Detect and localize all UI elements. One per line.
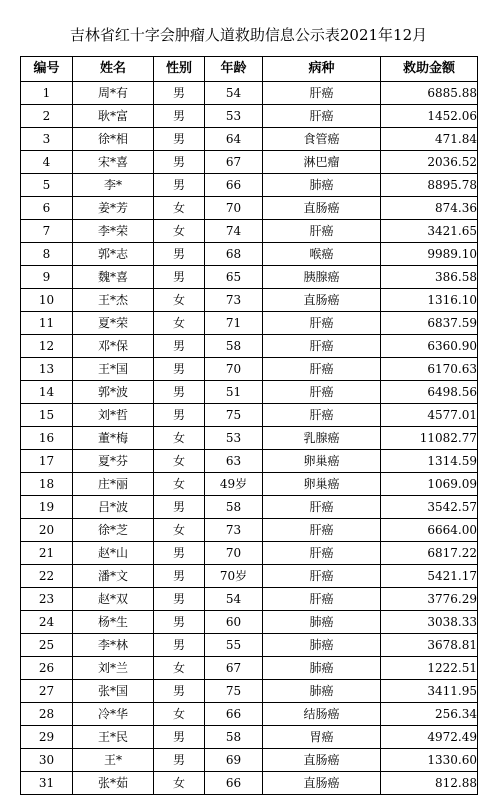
cell-no: 26 [21,657,73,680]
cell-name: 杨*生 [73,611,154,634]
cell-sex: 男 [154,634,205,657]
cell-no: 8 [21,243,73,266]
cell-no: 23 [21,588,73,611]
cell-disease: 肝癌 [263,312,381,335]
cell-sex: 男 [154,565,205,588]
cell-sex: 女 [154,427,205,450]
cell-disease: 卵巢癌 [263,450,381,473]
cell-disease: 肝癌 [263,381,381,404]
table-row [21,128,478,151]
cell-age: 67 [205,657,263,680]
cell-amount: 1069.09 [381,473,478,496]
cell-name: 宋*喜 [73,151,154,174]
table-row [21,266,478,289]
cell-no: 15 [21,404,73,427]
cell-disease: 直肠癌 [263,749,381,772]
cell-age: 70 [205,542,263,565]
cell-disease: 食管癌 [263,128,381,151]
cell-disease: 乳腺癌 [263,427,381,450]
table-row [21,404,478,427]
cell-amount: 3776.29 [381,588,478,611]
cell-amount: 471.84 [381,128,478,151]
header-sex: 性别 [154,57,205,82]
cell-sex: 男 [154,358,205,381]
cell-amount: 6498.56 [381,381,478,404]
cell-name: 张*国 [73,680,154,703]
cell-disease: 肺癌 [263,174,381,197]
cell-sex: 女 [154,519,205,542]
table-row [21,680,478,703]
cell-sex: 女 [154,772,205,795]
cell-name: 耿*富 [73,105,154,128]
cell-amount: 6837.59 [381,312,478,335]
cell-name: 周*有 [73,82,154,105]
cell-disease: 直肠癌 [263,772,381,795]
table-row [21,588,478,611]
cell-amount: 6664.00 [381,519,478,542]
table-row [21,335,478,358]
cell-no: 12 [21,335,73,358]
table-row [21,703,478,726]
cell-no: 22 [21,565,73,588]
cell-name: 吕*波 [73,496,154,519]
cell-sex: 女 [154,197,205,220]
cell-amount: 812.88 [381,772,478,795]
table-body [21,82,478,795]
cell-sex: 男 [154,243,205,266]
cell-amount: 3038.33 [381,611,478,634]
cell-age: 67 [205,151,263,174]
cell-no: 29 [21,726,73,749]
cell-sex: 男 [154,404,205,427]
cell-name: 徐*相 [73,128,154,151]
cell-sex: 女 [154,657,205,680]
cell-disease: 肝癌 [263,335,381,358]
cell-no: 18 [21,473,73,496]
cell-no: 6 [21,197,73,220]
cell-no: 9 [21,266,73,289]
table-row [21,473,478,496]
table-row [21,496,478,519]
cell-amount: 3542.57 [381,496,478,519]
cell-age: 55 [205,634,263,657]
cell-sex: 女 [154,289,205,312]
cell-amount: 5421.17 [381,565,478,588]
cell-no: 14 [21,381,73,404]
cell-age: 68 [205,243,263,266]
cell-disease: 肝癌 [263,565,381,588]
cell-age: 66 [205,703,263,726]
cell-sex: 男 [154,174,205,197]
cell-name: 王*国 [73,358,154,381]
cell-disease: 肝癌 [263,404,381,427]
cell-disease: 胃癌 [263,726,381,749]
cell-sex: 男 [154,335,205,358]
cell-disease: 肝癌 [263,82,381,105]
header-age: 年龄 [205,57,263,82]
cell-amount: 1314.59 [381,450,478,473]
cell-name: 夏*芬 [73,450,154,473]
cell-no: 19 [21,496,73,519]
cell-amount: 1316.10 [381,289,478,312]
cell-disease: 肝癌 [263,496,381,519]
cell-no: 3 [21,128,73,151]
cell-name: 王* [73,749,154,772]
table-row [21,381,478,404]
cell-sex: 男 [154,680,205,703]
cell-name: 董*梅 [73,427,154,450]
cell-age: 54 [205,588,263,611]
cell-age: 74 [205,220,263,243]
cell-name: 李*林 [73,634,154,657]
cell-age: 54 [205,82,263,105]
cell-amount: 11082.77 [381,427,478,450]
cell-amount: 2036.52 [381,151,478,174]
cell-amount: 6885.88 [381,82,478,105]
cell-amount: 6170.63 [381,358,478,381]
cell-amount: 1222.51 [381,657,478,680]
cell-sex: 女 [154,473,205,496]
cell-amount: 256.34 [381,703,478,726]
cell-name: 赵*山 [73,542,154,565]
cell-age: 70 [205,358,263,381]
cell-age: 75 [205,404,263,427]
cell-name: 李* [73,174,154,197]
cell-age: 75 [205,680,263,703]
cell-no: 11 [21,312,73,335]
cell-age: 58 [205,726,263,749]
cell-name: 魏*喜 [73,266,154,289]
table-row [21,151,478,174]
cell-amount: 8895.78 [381,174,478,197]
cell-disease: 直肠癌 [263,197,381,220]
table-row [21,312,478,335]
cell-age: 73 [205,289,263,312]
table-row [21,174,478,197]
cell-name: 李*荣 [73,220,154,243]
cell-sex: 男 [154,611,205,634]
cell-no: 21 [21,542,73,565]
cell-sex: 女 [154,703,205,726]
cell-sex: 男 [154,749,205,772]
cell-name: 刘*哲 [73,404,154,427]
cell-name: 张*茹 [73,772,154,795]
cell-amount: 3678.81 [381,634,478,657]
header-row [21,57,478,82]
cell-sex: 男 [154,726,205,749]
table-row [21,220,478,243]
cell-sex: 男 [154,105,205,128]
cell-no: 10 [21,289,73,312]
cell-disease: 肺癌 [263,611,381,634]
cell-sex: 男 [154,151,205,174]
cell-amount: 1452.06 [381,105,478,128]
cell-no: 13 [21,358,73,381]
table-row [21,243,478,266]
cell-disease: 肝癌 [263,519,381,542]
cell-name: 郭*志 [73,243,154,266]
cell-name: 夏*荣 [73,312,154,335]
table-row [21,634,478,657]
cell-disease: 肺癌 [263,680,381,703]
table-row [21,427,478,450]
cell-age: 51 [205,381,263,404]
cell-disease: 肝癌 [263,105,381,128]
cell-sex: 男 [154,128,205,151]
cell-amount: 4577.01 [381,404,478,427]
cell-no: 25 [21,634,73,657]
cell-sex: 男 [154,542,205,565]
cell-sex: 女 [154,312,205,335]
cell-disease: 肝癌 [263,542,381,565]
header-disease: 病种 [263,57,381,82]
cell-no: 30 [21,749,73,772]
cell-disease: 肝癌 [263,358,381,381]
cell-amount: 6817.22 [381,542,478,565]
cell-disease: 肝癌 [263,588,381,611]
table-row [21,82,478,105]
cell-no: 5 [21,174,73,197]
cell-no: 2 [21,105,73,128]
cell-age: 69 [205,749,263,772]
header-no: 编号 [21,57,73,82]
cell-age: 60 [205,611,263,634]
cell-amount: 3411.95 [381,680,478,703]
cell-disease: 胰腺癌 [263,266,381,289]
cell-age: 49岁 [205,473,263,496]
cell-age: 66 [205,772,263,795]
cell-amount: 1330.60 [381,749,478,772]
cell-disease: 喉癌 [263,243,381,266]
table-row [21,358,478,381]
cell-age: 70 [205,197,263,220]
cell-amount: 386.58 [381,266,478,289]
cell-amount: 6360.90 [381,335,478,358]
cell-age: 65 [205,266,263,289]
cell-name: 邓*保 [73,335,154,358]
table-row [21,565,478,588]
cell-no: 16 [21,427,73,450]
cell-disease: 肺癌 [263,657,381,680]
table-row [21,726,478,749]
header-name: 姓名 [73,57,154,82]
cell-amount: 4972.49 [381,726,478,749]
cell-name: 王*民 [73,726,154,749]
cell-name: 庄*丽 [73,473,154,496]
cell-disease: 结肠癌 [263,703,381,726]
cell-age: 70岁 [205,565,263,588]
table-row [21,450,478,473]
cell-name: 冷*华 [73,703,154,726]
table-row [21,197,478,220]
cell-age: 73 [205,519,263,542]
cell-sex: 男 [154,381,205,404]
table-row [21,657,478,680]
cell-sex: 男 [154,82,205,105]
table-row [21,519,478,542]
cell-amount: 874.36 [381,197,478,220]
cell-age: 63 [205,450,263,473]
cell-disease: 肝癌 [263,220,381,243]
cell-no: 24 [21,611,73,634]
cell-sex: 女 [154,220,205,243]
cell-age: 64 [205,128,263,151]
cell-sex: 男 [154,588,205,611]
table-row [21,772,478,795]
table-row [21,749,478,772]
cell-amount: 9989.10 [381,243,478,266]
cell-sex: 男 [154,266,205,289]
cell-disease: 卵巢癌 [263,473,381,496]
cell-age: 58 [205,496,263,519]
cell-no: 4 [21,151,73,174]
cell-name: 潘*文 [73,565,154,588]
cell-no: 28 [21,703,73,726]
cell-name: 徐*芝 [73,519,154,542]
cell-disease: 肺癌 [263,634,381,657]
cell-no: 7 [21,220,73,243]
document-title: 吉林省红十字会肿瘤人道救助信息公示表2021年12月 [69,25,428,44]
header-amount: 救助金额 [381,57,478,82]
cell-name: 刘*兰 [73,657,154,680]
cell-age: 71 [205,312,263,335]
cell-disease: 直肠癌 [263,289,381,312]
cell-no: 17 [21,450,73,473]
cell-age: 66 [205,174,263,197]
cell-no: 20 [21,519,73,542]
cell-name: 郭*波 [73,381,154,404]
aid-table [20,56,478,795]
cell-amount: 3421.65 [381,220,478,243]
table-row [21,611,478,634]
cell-disease: 淋巴瘤 [263,151,381,174]
cell-sex: 女 [154,450,205,473]
cell-name: 王*杰 [73,289,154,312]
cell-name: 姜*芳 [73,197,154,220]
cell-age: 58 [205,335,263,358]
cell-age: 53 [205,105,263,128]
cell-age: 53 [205,427,263,450]
cell-no: 27 [21,680,73,703]
table-row [21,542,478,565]
cell-name: 赵*双 [73,588,154,611]
cell-no: 1 [21,82,73,105]
table-row [21,105,478,128]
cell-sex: 男 [154,496,205,519]
table-row [21,289,478,312]
cell-no: 31 [21,772,73,795]
